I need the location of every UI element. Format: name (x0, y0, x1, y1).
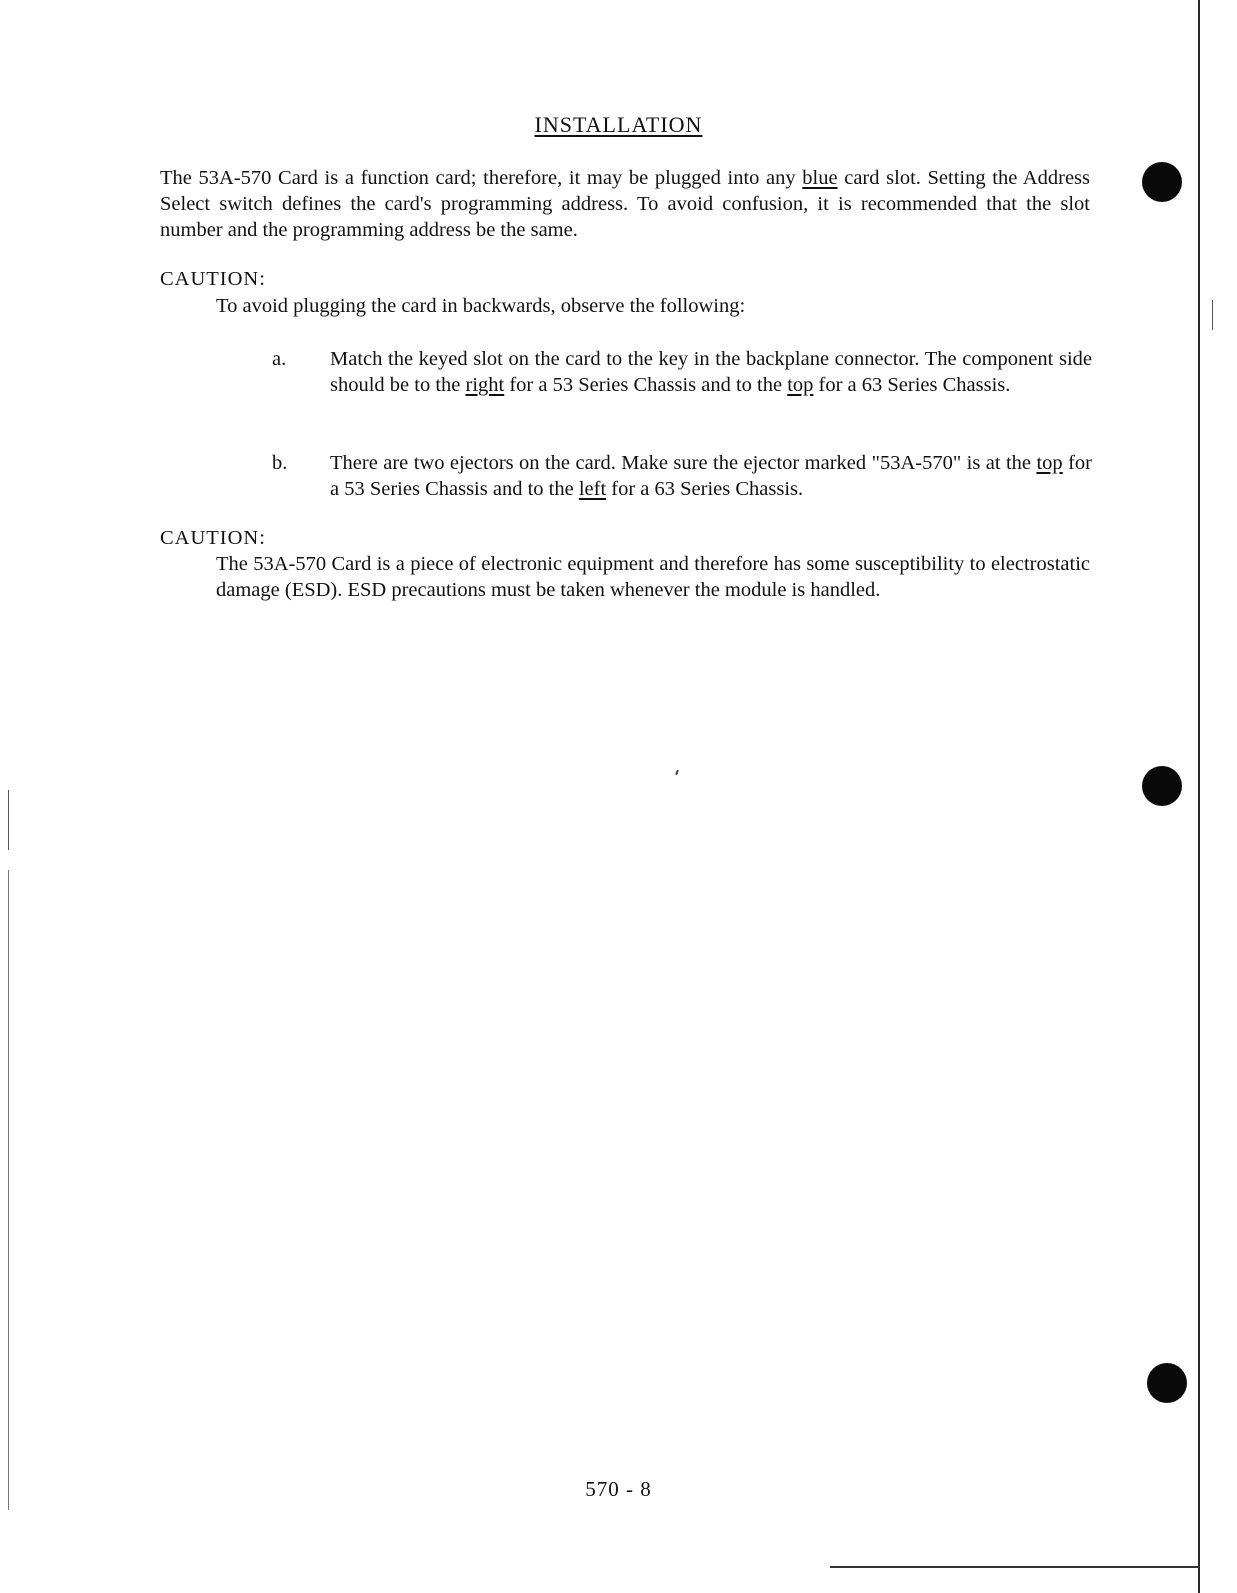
caution-text-2: The 53A-570 Card is a piece of electronic equipment and therefore has some susceptibility to electrostatic damage (ESD). ESD precautions must be taken whenever the module is handled. (216, 553, 1090, 601)
list-item-a-text (330, 346, 1092, 398)
list-marker-b: b. (272, 452, 288, 474)
item-a-text-2: for a 53 Series Chassis and to the (504, 374, 788, 396)
scan-edge-line-left-lower (8, 870, 9, 1510)
caution-text-1: To avoid plugging the card in backwards, observe the following: (216, 295, 746, 317)
item-a-text-3: for a 63 Series Chassis. (813, 374, 1011, 396)
item-b-underline-1: top (1036, 452, 1063, 474)
item-b-text-1: There are two ejectors on the card. Make sure the ejector marked "53A-570" is at the (330, 452, 1037, 474)
punch-hole-bottom (1147, 1363, 1187, 1403)
intro-underlined-word: blue (802, 167, 838, 189)
caution-heading-1: CAUTION: (160, 268, 266, 290)
list-item-b (272, 450, 1092, 506)
item-a-underline-2: top (787, 374, 814, 396)
item-a-underline-1: right (465, 374, 505, 396)
caution-heading-2: CAUTION: (160, 527, 266, 549)
item-a-text-1: Match the keyed slot on the card to the key in the backplane connector. The component side should be to the (330, 348, 1092, 396)
item-b-underline-2: left (578, 478, 607, 500)
scan-edge-line-bottom (830, 1566, 1200, 1568)
punch-hole-top (1142, 162, 1182, 202)
intro-paragraph (160, 165, 1090, 243)
item-b-text-3: for a 63 Series Chassis. (606, 478, 804, 500)
scan-edge-line-right (1198, 0, 1200, 1593)
list-marker-a: a. (272, 348, 287, 370)
intro-text-1: The 53A-570 Card is a function card; therefore, it may be plugged into any (160, 167, 803, 189)
list-item-a (272, 346, 1092, 426)
scan-edge-mark-right (1212, 300, 1213, 330)
scan-edge-line-left (8, 790, 9, 850)
intro-text-2: card slot. Setting the Address Select switch defines the card's programming address. To avoid confusion, it is recommended that the slot number and the programming address be the same. (160, 167, 1090, 241)
list-item-b-text (330, 450, 1092, 502)
stray-mark (675, 770, 679, 775)
section-title: INSTALLATION (534, 112, 703, 137)
punch-hole-middle (1142, 766, 1182, 806)
item-b-text-2: for a 53 Series Chassis and to the (330, 452, 1092, 500)
page-number: 570 - 8 (585, 1477, 652, 1501)
